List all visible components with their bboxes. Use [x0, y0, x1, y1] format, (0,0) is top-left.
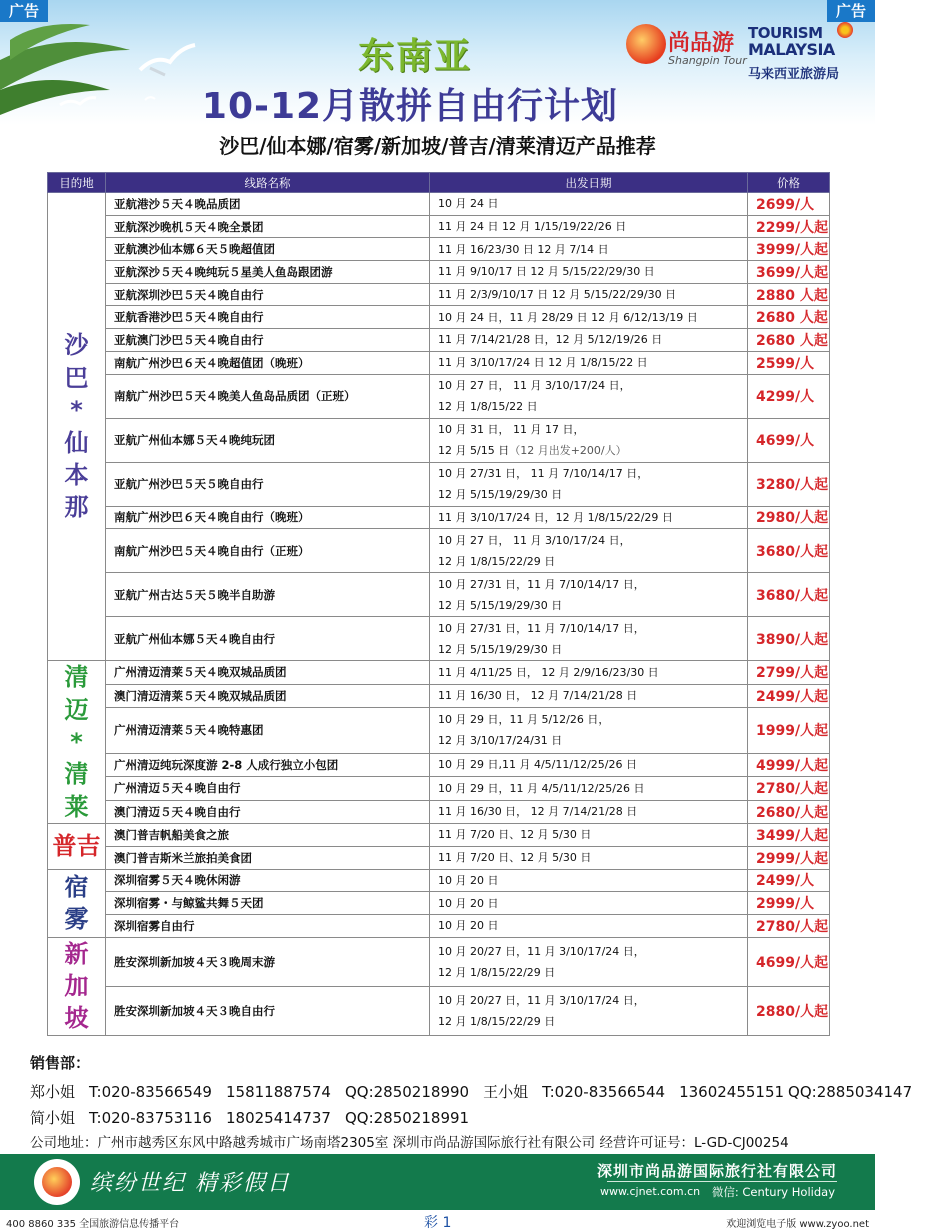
- departure-line-1: 10 月 27/31 日， 11 月 7/10/14/17 日，: [438, 467, 649, 480]
- departure-dates: [430, 573, 748, 617]
- route-name: 南航广州沙巴５天４晚美人鱼岛品质团（正班）: [106, 374, 430, 418]
- route-name: 深圳宿雾・与鲸鲨共舞５天团: [106, 892, 430, 915]
- departure-line-1: 10 月 20/27 日，11 月 3/10/17/24 日，: [438, 993, 645, 1007]
- price: 4999/人起: [748, 753, 830, 776]
- shangpin-logo-en: Shangpin Tour: [668, 54, 747, 67]
- sales-heading: 销售部：: [30, 1054, 91, 1072]
- departure-line-2-text: 12 月 5/15 日: [438, 444, 510, 457]
- table-row: [48, 708, 830, 754]
- departure-line-2-text: 12 月 5/15/19/29/30 日: [438, 642, 563, 656]
- destination-char: 清: [64, 663, 89, 692]
- departure-line-1: 11 月 7/20 日、12 月 5/30 日: [438, 828, 592, 842]
- departure-dates: [430, 846, 748, 869]
- table-row: [48, 892, 830, 915]
- departure-line-2: [438, 396, 747, 417]
- departure-line-1: 10 月 29 日,11 月 4/5/11/12/25/26 日: [438, 758, 637, 772]
- price: 2599/人: [748, 351, 830, 374]
- table-row: [48, 462, 830, 506]
- route-name: 亚航深沙晚机５天４晚全景团: [106, 215, 430, 238]
- departure-line-2: [438, 1011, 747, 1032]
- company-address: 公司地址：广州市越秀区东风中路越秀城市广场南塔2305室 深圳市尚品游国际旅行社有限公司 经营许可证号：L-GD-CJ00254: [30, 1135, 789, 1151]
- destination-char: 莱: [64, 792, 89, 821]
- destination-char: 沙: [64, 331, 89, 360]
- departure-line-1: 11 月 3/10/17/24 日 12 月 1/8/15/22 日: [438, 356, 648, 370]
- table-row: [48, 261, 830, 284]
- departure-line-1: 10 月 31 日， 11 月 17 日，: [438, 423, 585, 436]
- route-name: 南航广州沙巴６天４晚超值团（晚班）: [106, 351, 430, 374]
- departure-line-2-text: 12 月 3/10/17/24/31 日: [438, 734, 563, 748]
- destination-char: 新: [64, 939, 89, 968]
- departure-line-2-text: 12 月 1/8/15/22/29 日: [438, 965, 556, 979]
- departure-dates: [430, 684, 748, 707]
- table-row: [48, 351, 830, 374]
- tourism-malaysia-line2: MALAYSIA: [748, 40, 835, 59]
- price: 2999/人起: [748, 846, 830, 869]
- departure-dates: [430, 238, 748, 261]
- route-name: 亚航香港沙巴５天４晚自由行: [106, 306, 430, 329]
- table-row: [48, 418, 830, 462]
- price: 3999/人起: [748, 238, 830, 261]
- departure-line-1: 11 月 16/30 日， 12 月 7/14/21/28 日: [438, 689, 638, 703]
- departure-line-1: 10 月 20 日: [438, 873, 499, 887]
- departure-dates: [430, 306, 748, 329]
- departure-dates: [430, 937, 748, 986]
- departure-line-2: [438, 595, 747, 616]
- sales-department: [30, 1052, 913, 1155]
- header-route: 线路名称: [106, 173, 430, 193]
- price: 4699/人: [748, 418, 830, 462]
- tourism-malaysia-line1: TOURISM: [748, 24, 823, 42]
- contact-name: 简小姐: [30, 1109, 76, 1127]
- table-header-row: [48, 173, 830, 193]
- destination-char: 仙: [64, 428, 89, 457]
- footer-bar: [0, 1154, 875, 1210]
- route-name: 亚航港沙５天４晚品质团: [106, 193, 430, 216]
- route-name: 亚航深圳沙巴５天４晚自由行: [106, 283, 430, 306]
- price: 2780/人起: [748, 914, 830, 937]
- departure-dates: [430, 418, 748, 462]
- departure-dates: [430, 261, 748, 284]
- banner-main-title: 10-12月散拼自由行计划: [201, 86, 619, 127]
- departure-dates: [430, 869, 748, 892]
- page-number: 彩 1: [424, 1215, 452, 1231]
- departure-dates: [430, 708, 748, 754]
- bottom-right-text: 欢迎浏览电子版 www.zyoo.net: [726, 1219, 869, 1230]
- departure-note: （12 月出发+200/人）: [509, 444, 627, 457]
- table-row: [48, 529, 830, 573]
- departure-dates: [430, 824, 748, 847]
- departure-line-2: [438, 639, 747, 660]
- destination-char: 本: [64, 460, 89, 489]
- header-destination: 目的地: [48, 173, 106, 193]
- departure-line-2-text: 12 月 5/15/19/29/30 日: [438, 598, 563, 612]
- contact-mobile: 13602455151: [679, 1083, 785, 1101]
- departure-line-2-text: 12 月 1/8/15/22/29 日: [438, 554, 556, 568]
- table-row: [48, 506, 830, 529]
- route-name: 广州清迈５天４晚自由行: [106, 777, 430, 800]
- departure-line-1: 10 月 27/31 日，11 月 7/10/14/17 日，: [438, 621, 645, 635]
- shangpin-emblem-icon: [626, 24, 666, 64]
- shangpin-logo-name: 尚品游: [668, 31, 735, 56]
- departure-dates: [430, 283, 748, 306]
- contact-mobile: 18025414737: [225, 1109, 331, 1127]
- destination-cell-sihanouk: [48, 869, 106, 937]
- departure-dates: [430, 617, 748, 661]
- price: 2299/人起: [748, 215, 830, 238]
- destination-char: 宿: [64, 872, 89, 901]
- route-name: 澳门清迈５天４晚自由行: [106, 800, 430, 824]
- departure-dates: [430, 329, 748, 352]
- ad-label-right: 广告: [827, 0, 875, 22]
- departure-line-1: 10 月 27 日， 11 月 3/10/17/24 日，: [438, 379, 631, 392]
- contact-qq: QQ:2850218990: [344, 1083, 470, 1101]
- destination-char: *: [70, 727, 83, 756]
- departure-dates: [430, 800, 748, 824]
- destination-char: 巴: [64, 363, 89, 392]
- departure-line-1: 11 月 2/3/9/10/17 日 12 月 5/15/22/29/30 日: [438, 288, 677, 302]
- table-row: [48, 869, 830, 892]
- contact-name: 郑小姐: [30, 1083, 76, 1101]
- destination-char: 迈: [64, 695, 89, 724]
- destination-cell-sabah: [48, 193, 106, 661]
- destination-cell-singapore: [48, 937, 106, 1035]
- price: 2680/人起: [748, 800, 830, 824]
- table-row: [48, 573, 830, 617]
- departure-line-2: [438, 551, 747, 572]
- route-name: 亚航澳沙仙本娜６天５晚超值团: [106, 238, 430, 261]
- destination-char: 加: [64, 971, 89, 1000]
- price: 3680/人起: [748, 529, 830, 573]
- price: 2999/人: [748, 892, 830, 915]
- table-row: [48, 777, 830, 800]
- table-row: [48, 846, 830, 869]
- tourism-malaysia-cn: 马来西亚旅游局: [748, 67, 840, 82]
- table-row: [48, 937, 830, 986]
- departure-dates: [430, 753, 748, 776]
- sales-row-2: [30, 1105, 860, 1131]
- route-name: 胜安深圳新加坡４天３晚周末游: [106, 937, 430, 986]
- table-row: [48, 283, 830, 306]
- route-name: 澳门普吉斯米兰旅拍美食团: [106, 846, 430, 869]
- footer-logo-icon: [42, 1167, 72, 1197]
- departure-dates: [430, 215, 748, 238]
- bottom-strip: [0, 1212, 875, 1230]
- price: 3890/人起: [748, 617, 830, 661]
- departure-dates: [430, 462, 748, 506]
- departure-line-1: 10 月 20/27 日，11 月 3/10/17/24 日，: [438, 944, 645, 958]
- routes-table: [47, 172, 830, 1036]
- banner-title-southeast-asia: 东南亚: [357, 36, 472, 77]
- departure-dates: [430, 374, 748, 418]
- destination-char: 雾: [64, 905, 89, 934]
- departure-line-1: 11 月 16/23/30 日 12 月 7/14 日: [438, 242, 609, 256]
- footer-slogan: 缤纷世纪 精彩假日: [90, 1171, 291, 1196]
- price: 2680 人起: [748, 306, 830, 329]
- departure-line-2: [438, 730, 747, 751]
- price: 2699/人: [748, 193, 830, 216]
- price: 4699/人起: [748, 937, 830, 986]
- route-name: 胜安深圳新加坡４天３晚自由行: [106, 986, 430, 1035]
- route-name: 亚航澳门沙巴５天４晚自由行: [106, 329, 430, 352]
- price: 2499/人: [748, 869, 830, 892]
- tourism-malaysia-logo: [748, 24, 863, 90]
- price: 1999/人起: [748, 708, 830, 754]
- price: 2880 人起: [748, 283, 830, 306]
- departure-dates: [430, 506, 748, 529]
- departure-line-2-text: 12 月 1/8/15/22 日: [438, 400, 538, 413]
- tourism-malaysia-emblem-icon: [837, 22, 853, 38]
- table-row: [48, 215, 830, 238]
- contact-qq: QQ:2885034147: [788, 1083, 913, 1101]
- table-row: [48, 617, 830, 661]
- sales-row-1: [30, 1079, 913, 1105]
- departure-line-1: 11 月 7/20 日、12 月 5/30 日: [438, 851, 592, 865]
- route-name: 亚航广州古达５天５晚半自助游: [106, 573, 430, 617]
- price: 2499/人起: [748, 684, 830, 707]
- price: 3499/人起: [748, 824, 830, 847]
- footer-divider: [607, 1181, 837, 1182]
- price: 3680/人起: [748, 573, 830, 617]
- departure-dates: [430, 914, 748, 937]
- route-name: 澳门普吉帆船美食之旅: [106, 824, 430, 847]
- table-row: [48, 824, 830, 847]
- price: 2980/人起: [748, 506, 830, 529]
- price: 2780/人起: [748, 777, 830, 800]
- departure-line-1: 10 月 29 日，11 月 4/5/11/12/25/26 日: [438, 781, 645, 795]
- table-row: [48, 306, 830, 329]
- products-subtitle: 沙巴/仙本娜/宿雾/新加坡/普吉/清莱清迈产品推荐: [219, 134, 656, 158]
- footer-website: www.cjnet.com.cn: [600, 1185, 701, 1198]
- departure-dates: [430, 661, 748, 684]
- departure-line-1: 11 月 16/30 日， 12 月 7/14/21/28 日: [438, 805, 638, 819]
- header-date: 出发日期: [430, 173, 748, 193]
- table-row: [48, 800, 830, 824]
- destination-cell-phuket: [48, 824, 106, 869]
- contact-qq: QQ:2850218991: [344, 1109, 470, 1127]
- route-name: 广州清迈清莱５天４晚特惠团: [106, 708, 430, 754]
- route-name: 亚航广州仙本娜５天４晚纯玩团: [106, 418, 430, 462]
- contact-mobile: 15811887574: [225, 1083, 331, 1101]
- destination-char: 坡: [64, 1004, 89, 1033]
- departure-line-2: [438, 440, 747, 461]
- departure-line-2-text: 12 月 1/8/15/22/29 日: [438, 1014, 556, 1028]
- footer-wechat: 微信: Century Holiday: [711, 1185, 835, 1199]
- route-name: 亚航广州沙巴５天５晚自由行: [106, 462, 430, 506]
- table-row: [48, 661, 830, 684]
- departure-line-1: 10 月 20 日: [438, 919, 499, 933]
- departure-dates: [430, 892, 748, 915]
- destination-char: 清: [64, 760, 89, 789]
- bottom-left-text: 400 8860 335 全国旅游信息传播平台: [6, 1219, 180, 1230]
- departure-dates: [430, 777, 748, 800]
- departure-dates: [430, 193, 748, 216]
- table-row: [48, 193, 830, 216]
- destination-char: 那: [64, 493, 89, 522]
- destination-char: 普吉: [52, 832, 101, 861]
- route-name: 广州清迈纯玩深度游 2-8 人成行独立小包团: [106, 753, 430, 776]
- contact-name: 王小姐: [483, 1083, 529, 1101]
- destination-cell-chiang: [48, 661, 106, 824]
- price: 2680 人起: [748, 329, 830, 352]
- table-row: [48, 374, 830, 418]
- departure-line-1: 11 月 4/11/25 日， 12 月 2/9/16/23/30 日: [438, 665, 659, 679]
- header-price: 价格: [748, 173, 830, 193]
- departure-line-1: 10 月 27 日， 11 月 3/10/17/24 日，: [438, 533, 631, 547]
- table-row: [48, 684, 830, 707]
- price: 2880/人起: [748, 986, 830, 1035]
- footer-logo: [34, 1159, 80, 1205]
- destination-char: *: [70, 396, 83, 425]
- departure-dates: [430, 529, 748, 573]
- departure-line-2: [438, 962, 747, 983]
- departure-line-1: 10 月 24 日，11 月 28/29 日 12 月 6/12/13/19 日: [438, 310, 698, 324]
- price: 2799/人起: [748, 661, 830, 684]
- route-name: 南航广州沙巴６天４晚自由行（晚班）: [106, 506, 430, 529]
- route-name: 亚航广州仙本娜５天４晚自由行: [106, 617, 430, 661]
- price: 4299/人: [748, 374, 830, 418]
- departure-line-1: 10 月 29 日，11 月 5/12/26 日，: [438, 713, 610, 727]
- table-row: [48, 329, 830, 352]
- route-name: 亚航深沙５天４晚纯玩５星美人鱼岛跟团游: [106, 261, 430, 284]
- route-name: 深圳宿雾自由行: [106, 914, 430, 937]
- contact-tel: T:020-83753116: [89, 1109, 212, 1127]
- departure-dates: [430, 986, 748, 1035]
- contact-tel: T:020-83566549: [89, 1083, 212, 1101]
- departure-line-1: 10 月 20 日: [438, 896, 499, 910]
- route-name: 澳门清迈清莱５天４晚双城品质团: [106, 684, 430, 707]
- departure-line-2-text: 12 月 5/15/19/29/30 日: [438, 488, 563, 501]
- departure-line-1: 10 月 27/31 日，11 月 7/10/14/17 日，: [438, 577, 645, 591]
- route-name: 深圳宿雾５天４晚休闲游: [106, 869, 430, 892]
- departure-line-1: 10 月 24 日: [438, 197, 499, 211]
- footer-company: 深圳市尚品游国际旅行社有限公司: [596, 1162, 837, 1180]
- departure-line-1: 11 月 7/14/21/28 日，12 月 5/12/19/26 日: [438, 333, 663, 347]
- table-row: [48, 238, 830, 261]
- departure-line-1: 11 月 9/10/17 日 12 月 5/15/22/29/30 日: [438, 265, 655, 279]
- ad-label-left: 广告: [0, 0, 48, 22]
- route-name: 南航广州沙巴５天４晚自由行（正班）: [106, 529, 430, 573]
- departure-line-1: 11 月 24 日 12 月 1/15/19/22/26 日: [438, 220, 627, 234]
- route-name: 广州清迈清莱５天４晚双城品质团: [106, 661, 430, 684]
- header-banner: [0, 0, 875, 125]
- contact-tel: T:020-83566544: [542, 1083, 666, 1101]
- table-row: [48, 753, 830, 776]
- price: 3280/人起: [748, 462, 830, 506]
- price: 3699/人起: [748, 261, 830, 284]
- departure-dates: [430, 351, 748, 374]
- shangpin-logo: [622, 20, 747, 80]
- table-row: [48, 914, 830, 937]
- table-row: [48, 986, 830, 1035]
- departure-line-1: 11 月 3/10/17/24 日，12 月 1/8/15/22/29 日: [438, 510, 673, 524]
- departure-line-2: [438, 484, 747, 505]
